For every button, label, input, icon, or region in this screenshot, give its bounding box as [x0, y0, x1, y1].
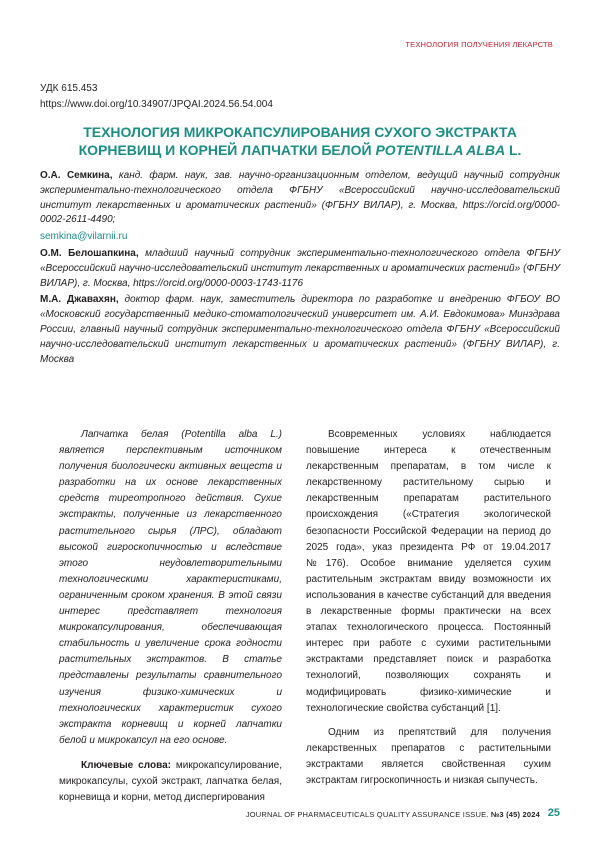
author-affiliation: младший научный сотрудник экспериментально-технологического отдела ФГБНУ «Всероссийский научно-исследовательский институт лекарственных и ароматических растений» (ФГБНУ ВИЛАР), г. Москва, https://orcid.org/0000-0003-1743-1176	[40, 247, 560, 289]
journal-footer	[246, 810, 540, 819]
title-line-2-prefix: КОРНЕВИЩ И КОРНЕЙ ЛАПЧАТКИ БЕЛОЙ	[78, 142, 376, 158]
author-name: О.А. Семкина,	[40, 170, 113, 181]
title-line-2-suffix: L.	[505, 142, 522, 158]
title-latin-name: POTENTILLA ALBA	[375, 142, 506, 158]
abstract-column	[59, 427, 282, 806]
author-entry	[40, 293, 560, 367]
author-affiliation: канд. фарм. наук, зав. научно-организационным отделом, ведущий научный сотрудник экспериментально-технологического отдела ФГБНУ «Всероссийский научно-исследовательский институт лекарственных и ароматических растений» (ФГБНУ ВИЛАР), г. Москва, https://orcid.org/0000-0002-2611-4490;	[40, 170, 560, 226]
journal-name: JOURNAL OF PHARMACEUTICALS QUALITY ASSURANCE ISSUE.	[245, 810, 491, 819]
udk-code: УДК 615.453	[40, 83, 98, 94]
author-name: М.А. Джавахян,	[40, 294, 119, 306]
article-meta	[40, 81, 273, 113]
keywords-label: Ключевые слова:	[81, 759, 171, 771]
running-head: ТЕХНОЛОГИЯ ПОЛУЧЕНИЯ ЛЕКАРСТВ	[405, 40, 553, 49]
title-line-2	[79, 142, 522, 158]
page-number: 25	[547, 807, 560, 819]
author-entry	[40, 169, 560, 228]
keywords	[59, 758, 282, 806]
title-line-1: ТЕХНОЛОГИЯ МИКРОКАПСУЛИРОВАНИЯ СУХОГО ЭКСТРАКТА	[83, 124, 517, 140]
author-list	[40, 169, 560, 369]
body-column	[306, 427, 551, 797]
article-title	[40, 123, 560, 159]
doi-link[interactable]: https://www.doi.org/10.34907/JPQAI.2024.56.54.004	[40, 99, 273, 110]
author-entry	[40, 247, 560, 291]
keywords-text: микрокапсулирование, микрокапсулы, сухой экстракт, лапчатка белая, корневища и корни, метод диспергирования	[59, 759, 282, 804]
body-paragraph: Всовременных условиях наблюдается повышение интереса к отечественным лекарственным препаратам, в том числе к лекарственному растительному сырью и лекарственным препаратам растительного происхождения («Стратегия экологической безопасности Российской Федерации на период до 2025 года», указ президента РФ от 19.04.2017 №176). Особое внимание уделяется сухим растительным экстрактам ввиду возможности их использования в качестве субстанций для введения в лекарственные формы практически на всех этапах технологического процесса. Постоянный интерес при работе с сухими растительными экстрактами представляет поиск и разработка технологий, позволяющих сохранять и модифицировать физико-химические и технологические свойства субстанций [1].	[306, 429, 551, 714]
journal-issue: №3 (45) 2024	[490, 810, 540, 819]
author-affiliation: доктор фарм. наук, заместитель директора по разработке и внедрению ФГБОУ ВО «Московский государственный медико-стоматологический университет им. А.И. Евдокимова» Минздрава России, главный научный сотрудник экспериментально-технологического отдела ФГБНУ «Всероссийский научно-исследовательский институт лекарственных и ароматических растений» (ФГБНУ ВИЛАР), г. Москва	[40, 294, 560, 365]
author-email[interactable]: semkina@vilarnii.ru	[40, 231, 128, 243]
author-name: О.М. Белошапкина,	[40, 247, 139, 259]
abstract-text: Лапчатка белая (Potentilla alba L.) является перспективным источником получения биологически активных веществ и разработки на их основе лекарственных средств тиреотропного действия. Сухие экстракты, полученные из лекарственного растительного сырья (ЛРС), обладают высокой гигроскопичностью и вследствие этого неудовлетворительными технологическими характеристиками, ограниченным сроком хранения. В этой связи интерес представляет технология микрокапсулирования, обеспечивающая стабильность и увеличение срока годности растительных экстрактов. В статье представлены результаты сравнительного изучения физико-химических и технологических характеристик сухого экстракта корневищ и корней лапчатки белой и микрокапсул на его основе.	[59, 429, 282, 746]
body-paragraph: Одним из препятствий для получения лекарственных препаратов с растительными экстрактами является свойственная сухим экстрактам гигроскопичность и низкая сыпучесть.	[306, 726, 551, 786]
